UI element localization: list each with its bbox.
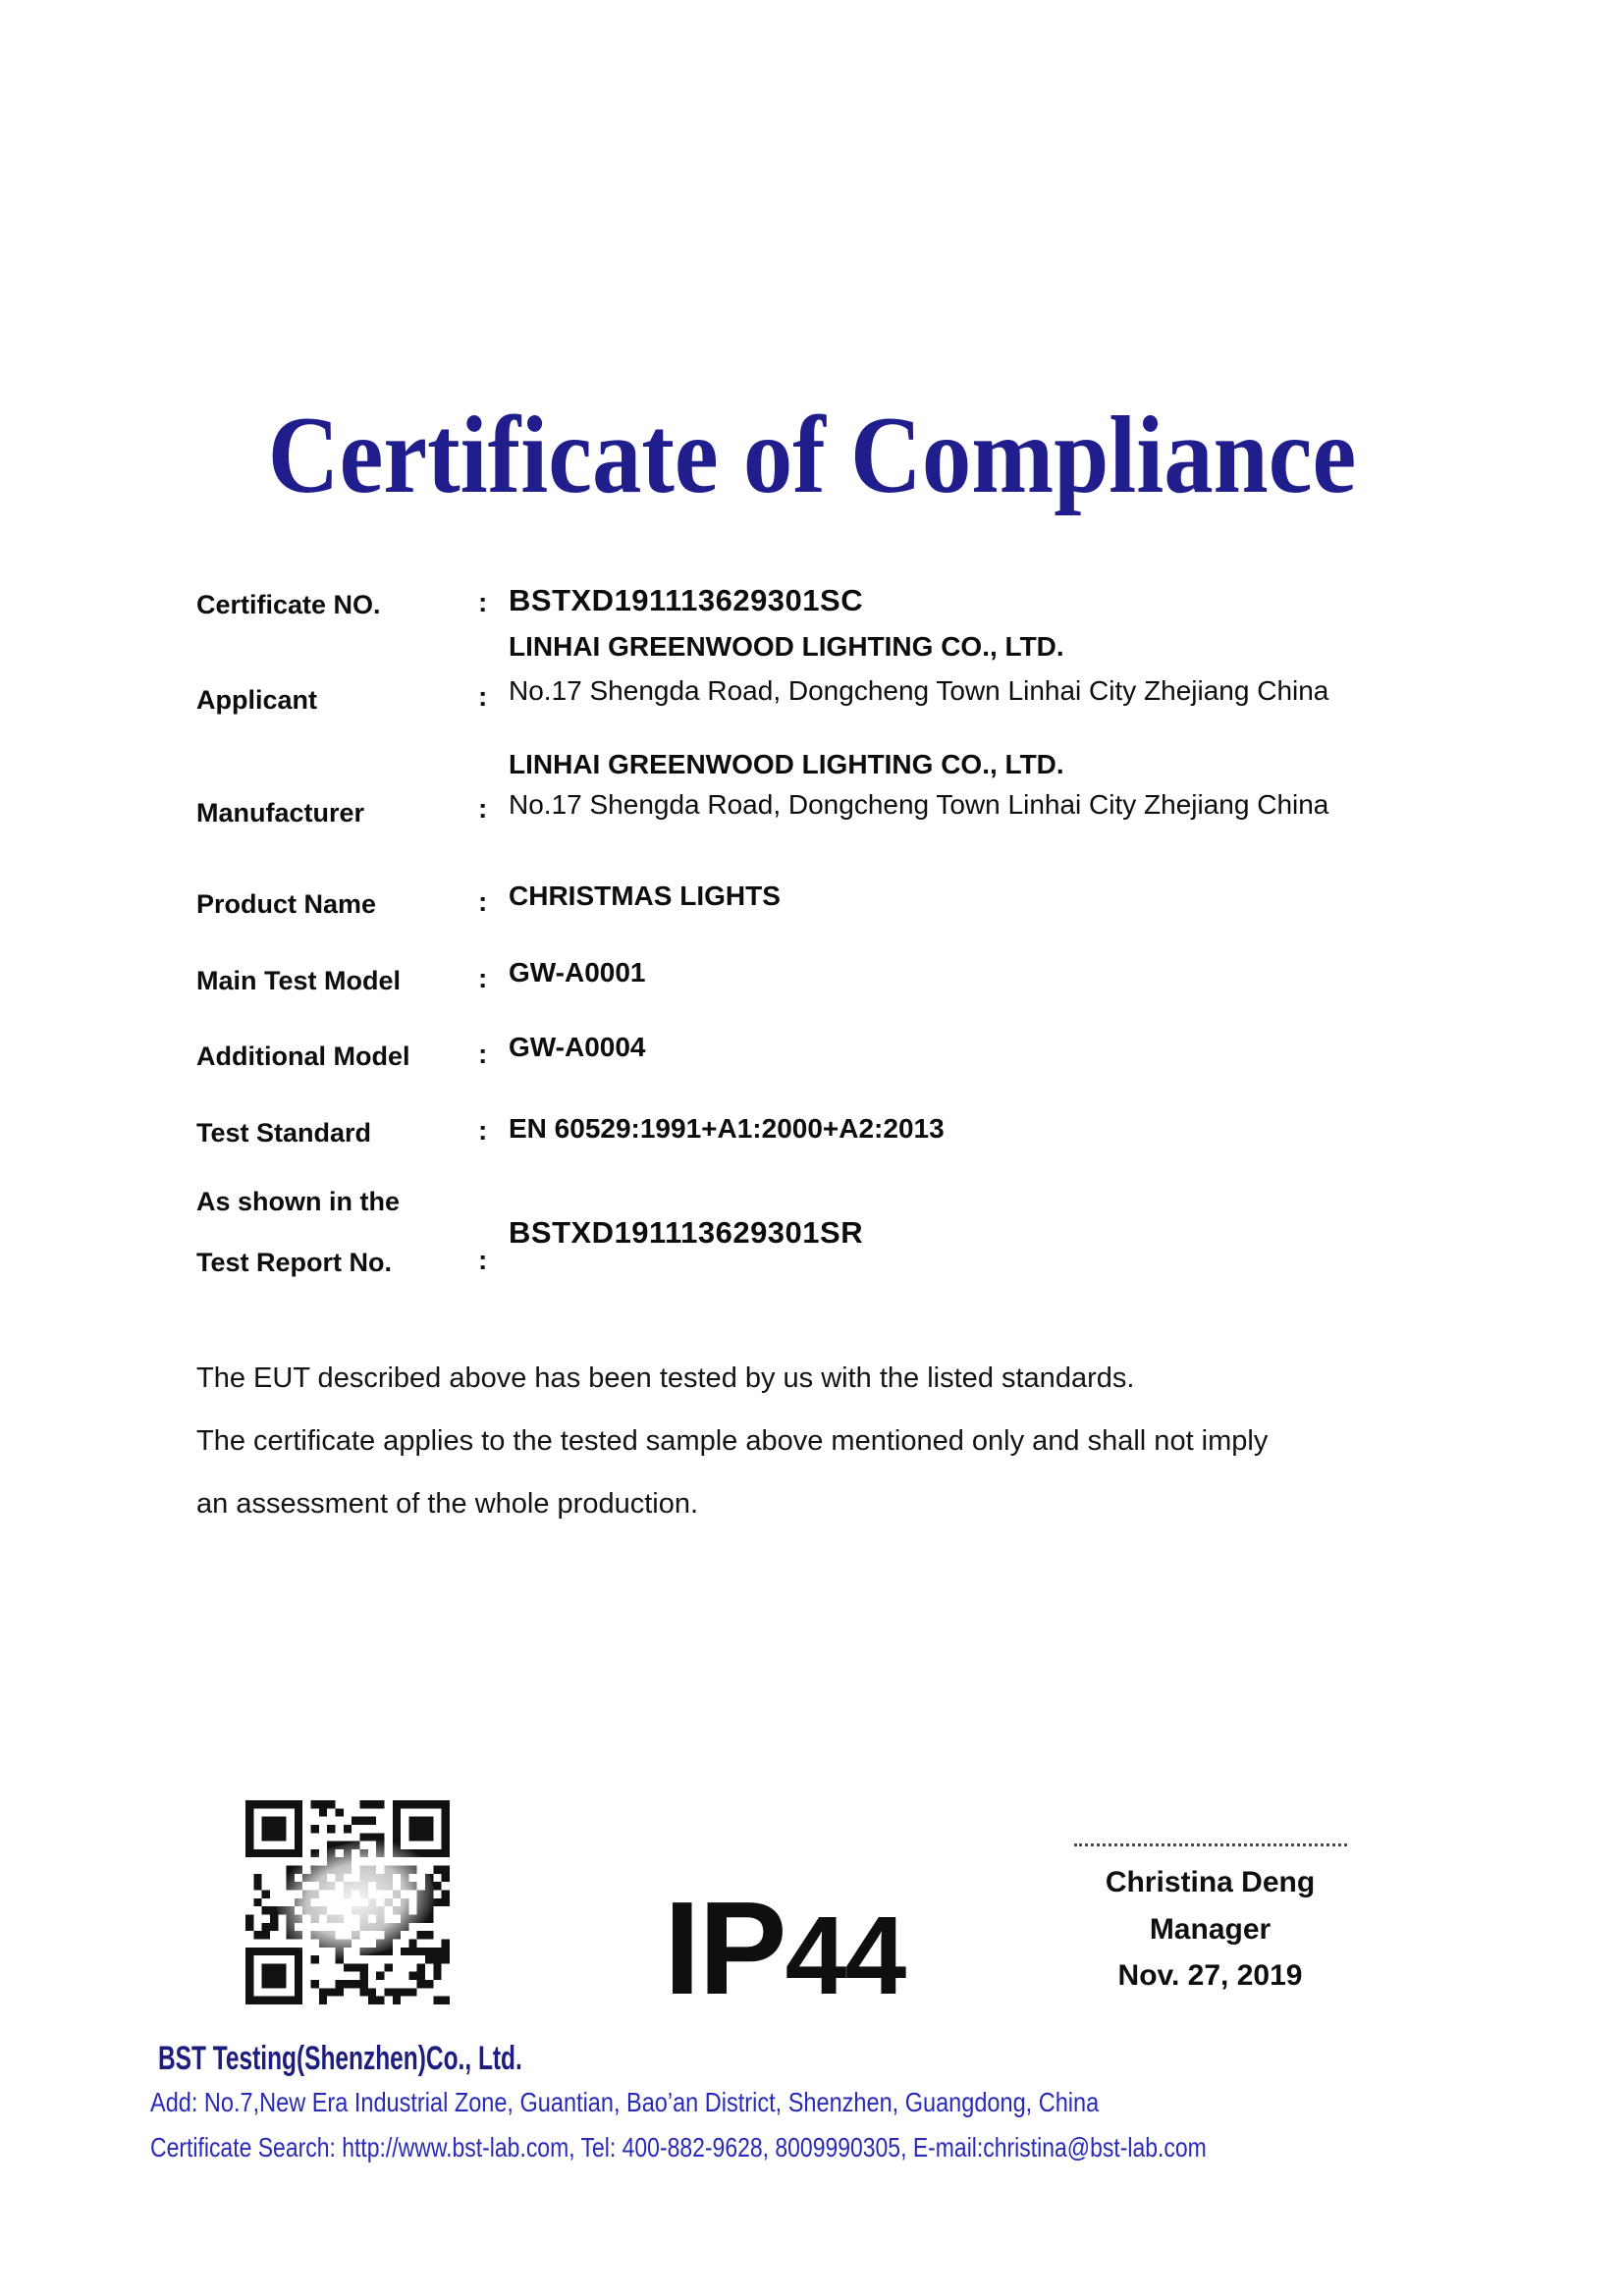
footer-address: Add: No.7,New Era Industrial Zone, Guantian, Bao’an District, Shenzhen, Guangdong, China <box>150 2087 1100 2117</box>
signatory-role: Manager <box>1149 1913 1272 1946</box>
test-standard-value: EN 60529:1991+A1:2000+A2:2013 <box>509 1113 945 1144</box>
product-name-colon: : <box>478 886 488 917</box>
main-test-model-label: Main Test Model <box>196 966 402 995</box>
additional-model-label: Additional Model <box>196 1041 410 1071</box>
applicant-address: No.17 Shengda Road, Dongcheng Town Linhai City Zhejiang China <box>509 675 1329 706</box>
test-report-colon: : <box>478 1245 488 1275</box>
ip-rating-prefix: IP <box>664 1874 785 2022</box>
statement-line-3: an assessment of the whole production. <box>196 1488 699 1520</box>
applicant-company: LINHAI GREENWOOD LIGHTING CO., LTD. <box>509 631 1064 662</box>
statement-line-1: The EUT described above has been tested by us with the listed standards. <box>196 1362 1135 1394</box>
product-name-value: CHRISTMAS LIGHTS <box>509 881 781 911</box>
manufacturer-address: No.17 Shengda Road, Dongcheng Town Linhai City Zhejiang China <box>509 789 1329 820</box>
product-name-label: Product Name <box>196 889 377 919</box>
page-title: Certificate of Compliance <box>267 395 1357 516</box>
additional-model-value: GW-A0004 <box>509 1032 646 1062</box>
test-report-value: BSTXD191113629301SR <box>509 1215 864 1250</box>
additional-model-colon: : <box>478 1039 488 1069</box>
ip-rating <box>664 1874 905 2022</box>
manufacturer-label: Manufacturer <box>196 798 365 828</box>
signature-date: Nov. 27, 2019 <box>1117 1959 1303 1992</box>
signature-block <box>1070 1843 1350 1991</box>
signature-dotted-line <box>1074 1843 1347 1846</box>
applicant-colon: : <box>478 681 488 712</box>
statement-line-2: The certificate applies to the tested sample above mentioned only and shall not imply <box>196 1425 1269 1457</box>
footer-company-name: BST Testing(Shenzhen)Co., Ltd. <box>158 2040 522 2077</box>
ip-rating-number: 44 <box>785 1894 905 2017</box>
certificate-no-value: BSTXD191113629301SC <box>509 583 864 617</box>
test-standard-colon: : <box>478 1115 488 1146</box>
signatory-name: Christina Deng <box>1105 1866 1316 1898</box>
applicant-label: Applicant <box>196 685 318 715</box>
certificate-no-label: Certificate NO. <box>196 590 381 619</box>
certificate-no-colon: : <box>478 587 488 617</box>
test-standard-label: Test Standard <box>196 1118 372 1148</box>
test-report-label-line1: As shown in the <box>196 1187 401 1216</box>
footer-certificate-search: Certificate Search: http://www.bst-lab.com, Tel: 400-882-9628, 8009990305, E-mail:christina@bst-lab.com <box>150 2132 1207 2163</box>
main-test-model-value: GW-A0001 <box>509 957 646 988</box>
manufacturer-colon: : <box>478 793 488 824</box>
test-report-label-line2: Test Report No. <box>196 1248 393 1277</box>
manufacturer-company: LINHAI GREENWOOD LIGHTING CO., LTD. <box>509 749 1064 779</box>
main-test-model-colon: : <box>478 963 488 993</box>
